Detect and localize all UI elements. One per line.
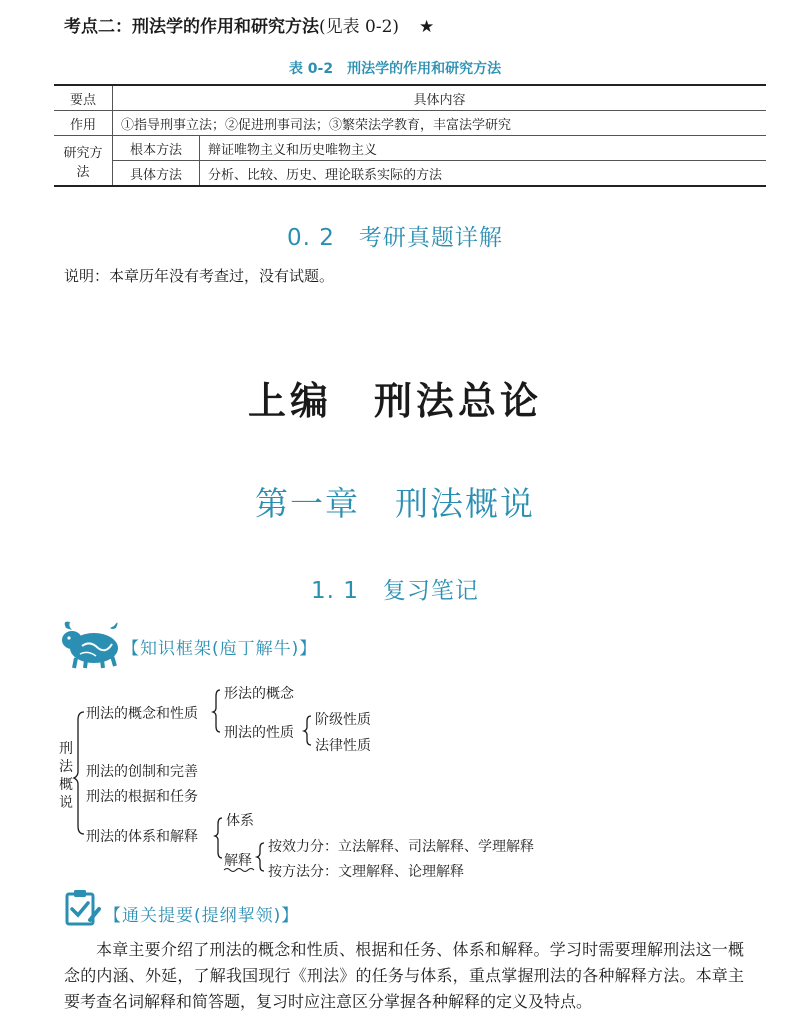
section-0-2-title: 0. 2 考研真题详解 bbox=[287, 225, 503, 251]
outline-paragraph: 本章主要介绍了刑法的概念和性质、根据和任务、体系和解释。学习时需要理解刑法这一概念的内涵、外延，了解我国现行《刑法》的任务与体系，重点掌握刑法的各种解释方法。本章主要考查名词解释和简答题，复习时应注意区分掌握各种解释的定义及特点。 bbox=[64, 940, 744, 1011]
mindmap-root-char: 概 bbox=[59, 777, 73, 793]
outline-heading: 【通关提要(提纲挈领)】 bbox=[104, 906, 300, 926]
star-icon: ★ bbox=[418, 17, 435, 37]
table-cell-label: 研究方法 bbox=[54, 136, 113, 187]
mindmap-node: 法律性质 bbox=[315, 738, 371, 754]
mindmap-root-char: 法 bbox=[59, 759, 73, 775]
chapter-title: 第一章 刑法概说 bbox=[255, 484, 535, 523]
table-header-cell: 具体内容 bbox=[113, 85, 767, 111]
table-cell-content: 分析、比较、历史、理论联系实际的方法 bbox=[200, 161, 767, 187]
section-1-1-title: 1. 1 复习笔记 bbox=[311, 578, 479, 604]
mindmap-node: 体系 bbox=[226, 813, 254, 829]
table-cell-sublabel: 根本方法 bbox=[113, 136, 200, 161]
table-caption: 表 0-2 刑法学的作用和研究方法 bbox=[288, 61, 502, 77]
mindmap-root-char: 说 bbox=[59, 795, 73, 811]
mindmap-node: 刑法的根据和任务 bbox=[86, 789, 198, 805]
mindmap-node: 阶级性质 bbox=[315, 712, 371, 728]
table-cell-content: 辩证唯物主义和历史唯物主义 bbox=[200, 136, 767, 161]
mindmap-root-char: 刑 bbox=[59, 741, 73, 757]
clipboard-check-icon bbox=[62, 888, 102, 928]
knowledge-framework-heading: 【知识框架(庖丁解牛)】 bbox=[122, 639, 318, 659]
table-header-cell: 要点 bbox=[54, 85, 113, 111]
mindmap-node: 刑法的创制和完善 bbox=[86, 764, 198, 780]
mindmap-node: 刑法的性质 bbox=[224, 725, 294, 741]
section-heading-paren: (见表 0-2) bbox=[319, 17, 400, 37]
table-cell-content: ①指导刑事立法；②促进刑事司法；③繁荣法学教育，丰富法学研究 bbox=[113, 111, 767, 136]
mindmap-node: 刑法的概念和性质 bbox=[86, 706, 198, 722]
mindmap-node: 解释 bbox=[224, 853, 252, 869]
mindmap-node: 按方法分：文理解释、论理解释 bbox=[268, 864, 464, 880]
section-heading-text: 考点二：刑法学的作用和研究方法 bbox=[64, 17, 319, 37]
part-title: 上编 刑法总论 bbox=[247, 379, 542, 423]
mindmap-node: 按效力分：立法解释、司法解释、学理解释 bbox=[268, 839, 534, 855]
table-cell-label: 作用 bbox=[54, 111, 113, 136]
table-cell-sublabel: 具体方法 bbox=[113, 161, 200, 187]
mindmap-node: 形法的概念 bbox=[224, 686, 294, 702]
mindmap-node: 刑法的体系和解释 bbox=[86, 829, 198, 845]
chapter-note: 说明：本章历年没有考查过，没有试题。 bbox=[64, 267, 335, 285]
